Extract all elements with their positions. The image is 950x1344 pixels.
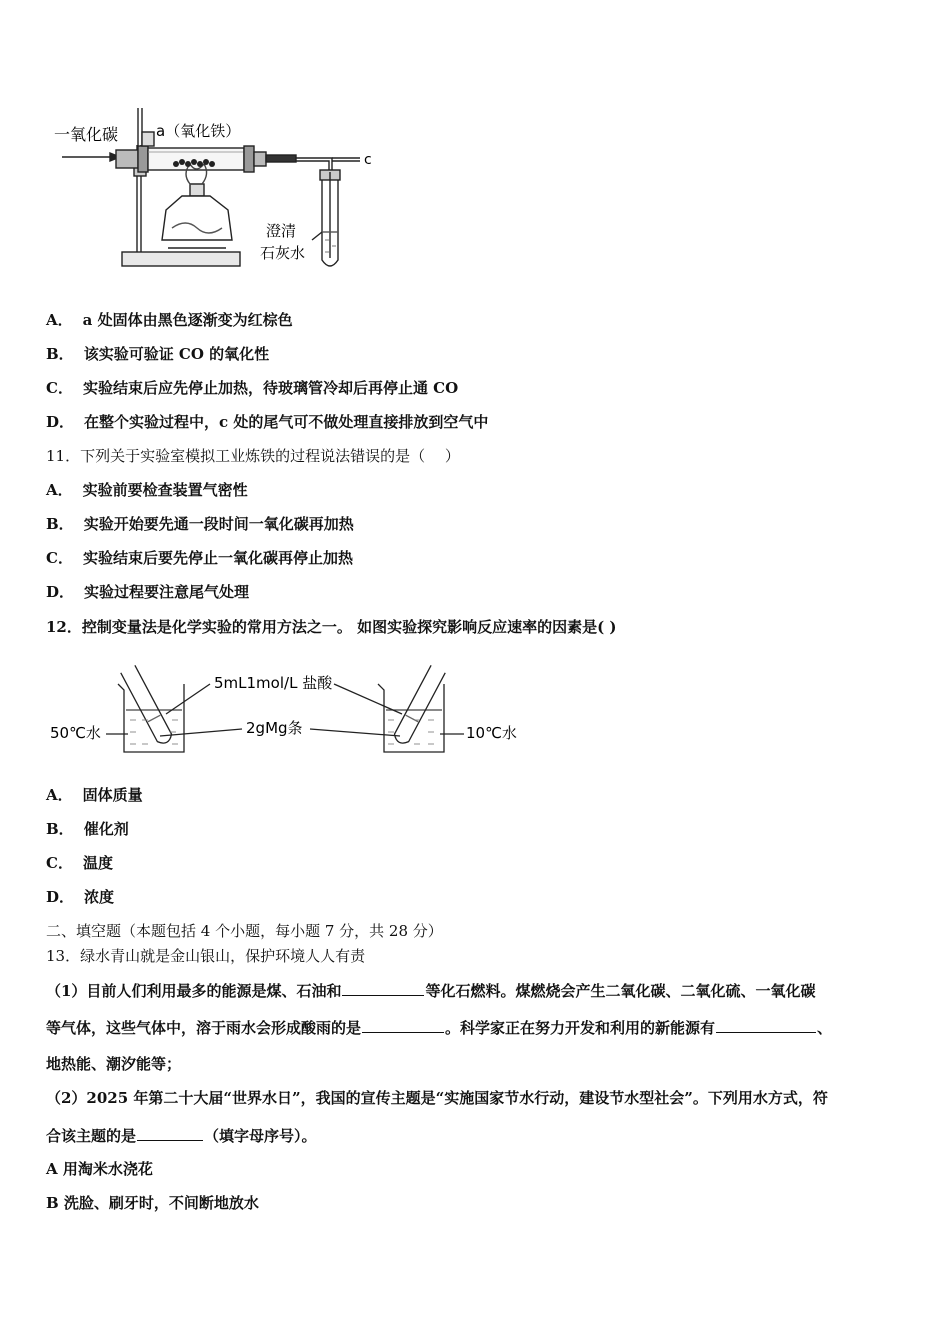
- left-water-label: 50℃水: [50, 724, 101, 742]
- q13-option-b: B 洗脸、刷牙时，不间断地放水: [46, 1194, 259, 1212]
- gas-label: 一氧化碳: [54, 125, 119, 144]
- q11-option-d: D． 实验过程要注意尾气处理: [46, 583, 250, 601]
- acid-label: 5mL1mol/L 盐酸: [214, 674, 333, 692]
- beakers-reaction-rate-figure: [48, 652, 528, 762]
- c-label: c: [364, 152, 372, 168]
- q12-option-d: D． 浓度: [46, 888, 115, 906]
- co-reduction-apparatus-figure: [50, 100, 390, 275]
- q13-paragraph2-line2: 合该主题的是 （填字母序号）。: [46, 1127, 317, 1145]
- q11-option-c: C． 实验结束后要先停止一氧化碳再停止加热: [46, 549, 353, 567]
- q11-stem: 11．下列关于实验室模拟工业炼铁的过程说法错误的是（ ）: [46, 447, 460, 465]
- q10-option-c: C． 实验结束后应先停止加热，待玻璃管冷却后再停止通 CO: [46, 379, 459, 397]
- q11-option-a: A． 实验前要检查装置气密性: [46, 481, 248, 499]
- q13-paragraph1-line1: （1）目前人们利用最多的能源是煤、石油和 等化石燃料。煤燃烧会产生二氧化碳、二氧化硫、一氧化碳: [46, 982, 816, 1000]
- q13-paragraph1-line2: 等气体，这些气体中，溶于雨水会形成酸雨的是 。科学家正在努力开发和利用的新能源有 、: [46, 1019, 833, 1037]
- q11-option-b: B． 实验开始要先通一段时间一氧化碳再加热: [46, 515, 354, 533]
- q13-stem: 13．绿水青山就是金山银山，保护环境人人有责: [46, 947, 366, 965]
- limewater-label-1: 澄清: [266, 222, 297, 240]
- section2-heading: 二、填空题（本题包括 4 个小题，每小题 7 分，共 28 分）: [46, 922, 443, 940]
- blank-1[interactable]: [342, 980, 424, 996]
- q12-option-b: B． 催化剂: [46, 820, 129, 838]
- q12-option-a: A． 固体质量: [46, 786, 143, 804]
- q13-paragraph2-line1: （2）2025 年第二十大届“世界水日”，我国的宣传主题是“实施国家节水行动，建设节水型社会”。下列用水方式，符: [46, 1089, 828, 1107]
- q10-option-d: D． 在整个实验过程中，c 处的尾气可不做处理直接排放到空气中: [46, 413, 489, 431]
- q13-option-a: A 用淘米水浇花: [46, 1160, 153, 1178]
- q12-stem: 12．控制变量法是化学实验的常用方法之一。 如图实验探究影响反应速率的因素是( ): [46, 618, 617, 636]
- right-water-label: 10℃水: [466, 724, 517, 742]
- blank-3[interactable]: [716, 1017, 816, 1033]
- q10-option-b: B． 该实验可验证 CO 的氧化性: [46, 345, 270, 363]
- blank-2[interactable]: [362, 1017, 444, 1033]
- q10-option-a: A． a 处固体由黑色逐渐变为红棕色: [46, 311, 293, 329]
- limewater-label-2: 石灰水: [260, 244, 306, 262]
- mg-label: 2gMg条: [246, 719, 303, 737]
- q13-paragraph1-line3: 地热能、潮汐能等；: [46, 1055, 182, 1073]
- blank-4[interactable]: [137, 1125, 203, 1141]
- q12-option-c: C． 温度: [46, 854, 113, 872]
- a-iron-oxide-label: a（氧化铁）: [156, 122, 241, 140]
